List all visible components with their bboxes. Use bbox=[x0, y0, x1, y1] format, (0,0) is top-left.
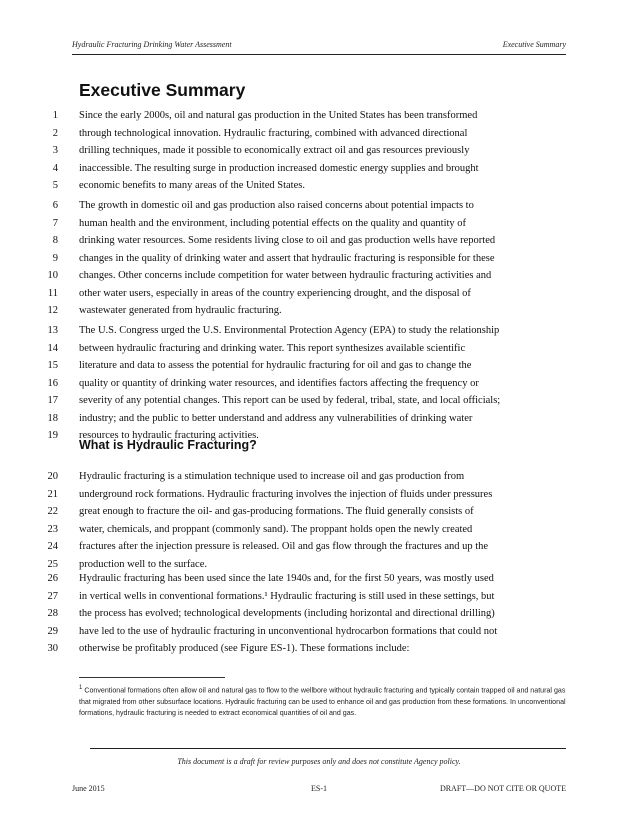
line-number: 25 bbox=[47, 558, 58, 570]
text-line bbox=[0, 357, 638, 375]
footer-rule bbox=[90, 748, 566, 749]
text-line bbox=[0, 125, 638, 143]
line-text: other water users, especially in areas of the country experiencing drought, and the disposal of bbox=[79, 287, 471, 299]
line-number: 6 bbox=[52, 200, 58, 211]
running-header bbox=[72, 40, 566, 49]
line-number: 17 bbox=[47, 395, 58, 406]
text-line bbox=[0, 410, 638, 428]
line-number: 22 bbox=[47, 506, 58, 517]
line-number: 2 bbox=[52, 127, 58, 139]
line-number: 24 bbox=[47, 541, 58, 552]
line-text: underground rock formations. Hydraulic fracturing involves the injection of fluids under pressures bbox=[79, 488, 493, 500]
line-number: 3 bbox=[52, 145, 58, 156]
line-number: 27 bbox=[47, 590, 58, 602]
line-number: 23 bbox=[47, 523, 58, 535]
text-line bbox=[0, 160, 638, 178]
line-text: drinking water resources. Some residents living close to oil and gas production wells have reported bbox=[79, 235, 496, 246]
line-text: Hydraulic fracturing is a stimulation technique used to increase oil and gas production from bbox=[79, 471, 465, 482]
text-line bbox=[0, 232, 638, 250]
footnote bbox=[79, 683, 569, 720]
text-line bbox=[0, 640, 638, 658]
text-line bbox=[0, 177, 638, 195]
line-text: industry; and the public to better understand and address any vulnerabilities of drinking water bbox=[79, 412, 473, 424]
text-line bbox=[0, 107, 638, 125]
line-number: 21 bbox=[47, 488, 58, 500]
line-number: 7 bbox=[52, 217, 58, 229]
text-line bbox=[0, 375, 638, 393]
draft-notice: This document is a draft for review purposes only and does not constitute Agency policy. bbox=[177, 757, 461, 766]
line-text: water, chemicals, and proppant (commonly sand). The proppant holds open the newly created bbox=[79, 523, 473, 535]
line-text: The growth in domestic oil and gas production also raised concerns about potential impacts to bbox=[79, 200, 474, 211]
paragraph-2 bbox=[0, 197, 638, 320]
text-line bbox=[0, 503, 638, 521]
page-number: ES-1 bbox=[311, 784, 327, 793]
footer-date: June 2015 bbox=[72, 784, 105, 793]
line-number: 18 bbox=[47, 412, 58, 424]
line-text: quality or quantity of drinking water resources, and identifies factors affecting the frequency or bbox=[79, 377, 479, 389]
text-line bbox=[0, 521, 638, 539]
text-line bbox=[0, 605, 638, 623]
line-number: 11 bbox=[47, 287, 58, 299]
text-line bbox=[0, 392, 638, 410]
line-text: in vertical wells in conventional formations.¹ Hydraulic fracturing is still used in these settings, but bbox=[79, 590, 495, 602]
text-line bbox=[0, 322, 638, 340]
footnote-text: Conventional formations often allow oil and natural gas to flow to the wellbore without hydraulic fracturing and typically contain trapped oil and natural gas that migrated from other subsurface locations. Hydraulic fracturing can be used to enhance oil and gas production from these formations. In unconventional formations, hydraulic fracturing is needed to extract economical quantities of oil and gas. bbox=[79, 686, 566, 718]
line-number: 19 bbox=[47, 430, 58, 441]
paragraph-1 bbox=[0, 107, 638, 195]
line-number: 16 bbox=[47, 377, 58, 389]
text-line bbox=[0, 570, 638, 588]
line-text: The U.S. Congress urged the U.S. Environmental Protection Agency (EPA) to study the relationship bbox=[79, 325, 500, 336]
line-text: human health and the environment, including potential effects on the quality and quantity of bbox=[79, 217, 467, 229]
line-text: Hydraulic fracturing has been used since the late 1940s and, for the first 50 years, was mostly used bbox=[79, 573, 494, 584]
line-text: production well to the surface. bbox=[79, 558, 207, 570]
line-text: have led to the use of hydraulic fracturing in unconventional hydrocarbon formations that could not bbox=[79, 625, 498, 637]
line-number: 12 bbox=[47, 305, 58, 316]
text-line bbox=[0, 250, 638, 268]
text-line bbox=[0, 302, 638, 320]
line-text: fractures after the injection pressure is released. Oil and gas flow through the fractures and up the bbox=[79, 541, 489, 552]
page-title: Executive Summary bbox=[79, 80, 246, 100]
line-text: changes in the quality of drinking water and assert that hydraulic fracturing is responsible for these bbox=[79, 252, 495, 264]
line-text: inaccessible. The resulting surge in production increased domestic energy supplies and brought bbox=[79, 162, 479, 174]
footnote-marker: 1 bbox=[79, 685, 83, 691]
text-line bbox=[0, 142, 638, 160]
line-number: 29 bbox=[47, 625, 58, 637]
section-heading: What is Hydraulic Fracturing? bbox=[79, 438, 257, 452]
line-text: the process has evolved; technological developments (including horizontal and directional drilling) bbox=[79, 608, 495, 619]
text-line bbox=[0, 538, 638, 556]
line-number: 20 bbox=[47, 471, 58, 482]
paragraph-5 bbox=[0, 570, 638, 658]
text-line bbox=[0, 340, 638, 358]
line-number: 8 bbox=[52, 235, 58, 246]
text-line bbox=[0, 486, 638, 504]
line-text: between hydraulic fracturing and drinking water. This report synthesizes available scientific bbox=[79, 342, 466, 354]
header-rule bbox=[72, 54, 566, 55]
header-left: Hydraulic Fracturing Drinking Water Assessment bbox=[72, 40, 232, 49]
paragraph-4 bbox=[0, 468, 638, 573]
line-number: 4 bbox=[52, 162, 58, 174]
line-number: 1 bbox=[52, 110, 58, 121]
text-line bbox=[0, 468, 638, 486]
text-line bbox=[0, 197, 638, 215]
line-text: great enough to fracture the oil- and gas-producing formations. The fluid generally consists of bbox=[79, 506, 474, 517]
line-text: otherwise be profitably produced (see Figure ES-1). These formations include: bbox=[79, 643, 410, 654]
line-number: 28 bbox=[47, 608, 58, 619]
text-line bbox=[0, 588, 638, 606]
line-text: drilling techniques, made it possible to economically extract oil and gas resources previously bbox=[79, 145, 470, 156]
text-line bbox=[0, 285, 638, 303]
line-text: through technological innovation. Hydraulic fracturing, combined with advanced directional bbox=[79, 127, 468, 139]
text-line bbox=[0, 215, 638, 233]
line-text: resources to hydraulic fracturing activities. bbox=[79, 430, 259, 441]
footnote-rule bbox=[79, 677, 225, 678]
line-number: 5 bbox=[52, 180, 58, 191]
line-number: 10 bbox=[47, 270, 58, 281]
text-line bbox=[0, 267, 638, 285]
paragraph-3 bbox=[0, 322, 638, 445]
line-text: changes. Other concerns include competition for water between hydraulic fracturing activities and bbox=[79, 270, 492, 281]
line-text: severity of any potential changes. This report can be used by federal, tribal, state, and local officials; bbox=[79, 395, 501, 406]
line-text: wastewater generated from hydraulic fracturing. bbox=[79, 305, 282, 316]
line-number: 26 bbox=[47, 573, 58, 584]
line-number: 13 bbox=[47, 325, 58, 336]
line-number: 14 bbox=[47, 342, 58, 354]
running-footer bbox=[72, 784, 566, 793]
line-text: literature and data to assess the potential for hydraulic fracturing for oil and gas to change the bbox=[79, 360, 472, 371]
line-text: Since the early 2000s, oil and natural gas production in the United States has been transformed bbox=[79, 110, 478, 121]
line-number: 30 bbox=[47, 643, 58, 654]
draft-label: DRAFT—DO NOT CITE OR QUOTE bbox=[439, 784, 567, 793]
line-number: 9 bbox=[52, 252, 58, 264]
text-line bbox=[0, 623, 638, 641]
header-right: Executive Summary bbox=[502, 40, 566, 49]
line-number: 15 bbox=[47, 360, 58, 371]
line-text: economic benefits to many areas of the United States. bbox=[79, 180, 305, 191]
